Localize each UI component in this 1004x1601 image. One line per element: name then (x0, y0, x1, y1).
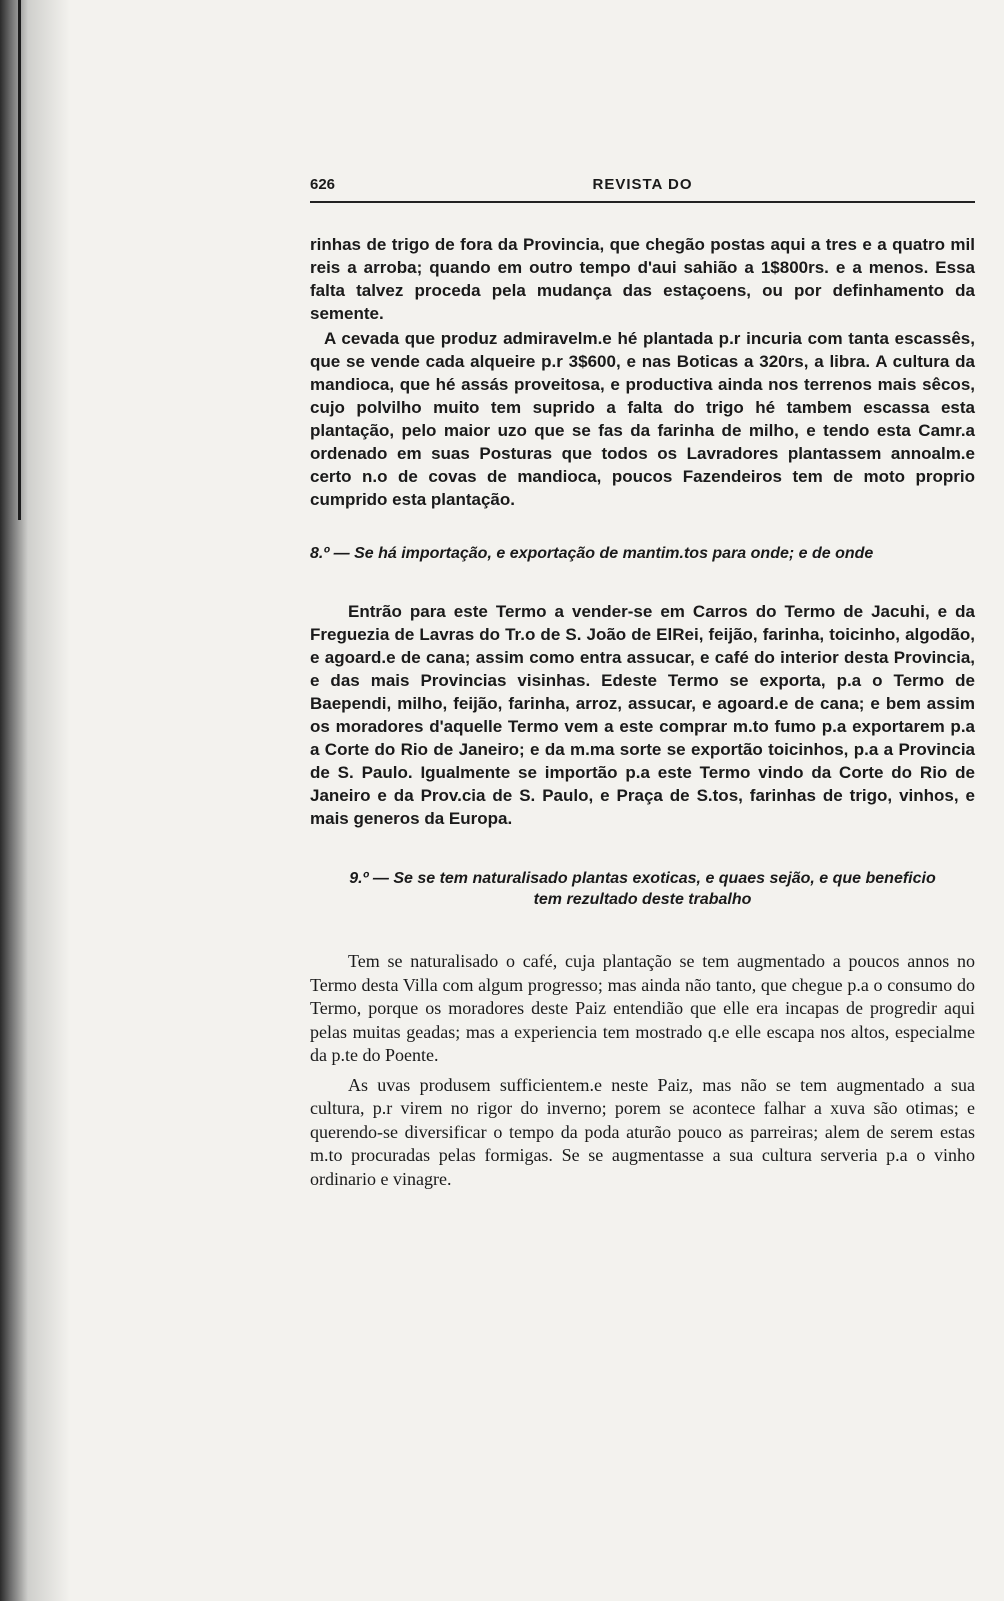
binding-shadow (0, 0, 70, 1601)
header-rule (310, 201, 975, 203)
paragraph-cevada: A cevada que produz admiravelm.e hé plantada p.r incuria com tanta escassês, que se vende cada alqueire p.r 3$600, e nas Boticas a 320rs, a libra. A cultura da mandioca, que hé assás proveitosa, e productiva ainda nos terrenos mais sêcos, cujo polvilho muito tem suprido a falta do trigo hé tambem escassa esta plantação, pelo maior uzo que se fas da farinha de milho, e tendo esta Camr.a ordenado em suas Posturas que todos os Lavradores plantassem annoalm.e certo n.o de covas de mandioca, poucos Fazendeiros tem de moto proprio cumprido esta plantação. (310, 329, 975, 509)
paragraph-importacao: Entrão para este Termo a vender-se em Carros do Termo de Jacuhi, e da Freguezia de Lavras do Tr.o de S. João de ElRei, feijão, farinha, toicinho, algodão, e agoard.e de cana; assim como entra assucar, e café do interior desta Provincia, e das mais Provincias visinhas. Edeste Termo se exporta, p.a o Termo de Baependi, milho, feijão, farinha, arroz, assucar, e agoard.e de cana; e bem assim os moradores d'aquelle Termo vem a este comprar m.to fumo p.a exportarem p.a a Corte do Rio de Janeiro; e da m.ma sorte se exportão toicinhos, p.a a Provincia de S. Paulo. Igualmente se importão p.a este Termo vindo da Corte do Rio de Janeiro e da Prov.cia de S. Paulo, e Praça de S.tos, farinhas de trigo, vinhos, e mais generos da Europa. (310, 602, 975, 828)
section-heading-9-line1: 9.º — Se se tem naturalisado plantas exoticas, e quaes sejão, e que beneficio (349, 870, 936, 887)
paragraph-trigo: rinhas de trigo de fora da Provincia, que chegão postas aqui a tres e a quatro mil reis a arroba; quando em outro tempo d'aui sahião a 1$800rs. e a menos. Essa falta talvez proceda pela mudança das estaçoens, ou por definhamento da semente. (310, 235, 975, 323)
book-page (310, 170, 975, 1191)
binding-edge (18, 0, 21, 520)
journal-title: REVISTA DO (592, 176, 693, 193)
paragraph-cafe: Tem se naturalisado o café, cuja plantação se tem augmentado a poucos annos no Termo desta Villa com algum progresso; mas ainda não tanto, que chegue p.a o consumo do Termo, porque os moradores deste Paiz entendião que elle era incapas de progredir aqui pelas muitas geadas; mas a experiencia tem mostrado q.e elle escapa nos altos, especialme da p.te do Poente. (310, 951, 975, 1065)
section-heading-8: 8.º — Se há importação, e exportação de mantim.tos para onde; e de onde (310, 545, 874, 562)
section-heading-9-line2: tem rezultado deste trabalho (533, 891, 752, 908)
paragraph-uvas: As uvas produsem sufficientem.e neste Paiz, mas não se tem augmentado a sua cultura, p.r virem no rigor do inverno; porem se acontece falhar a xuva são otimas; e querendo-se diversificar o tempo da poda aturão pouco as parreiras; alem de serem estas m.to procuradas pelas formigas. Se se augmentasse a sua cultura serveria p.a o vinho ordinario e vinagre. (310, 1074, 975, 1189)
running-head (310, 170, 975, 200)
page-number: 626 (310, 176, 336, 193)
